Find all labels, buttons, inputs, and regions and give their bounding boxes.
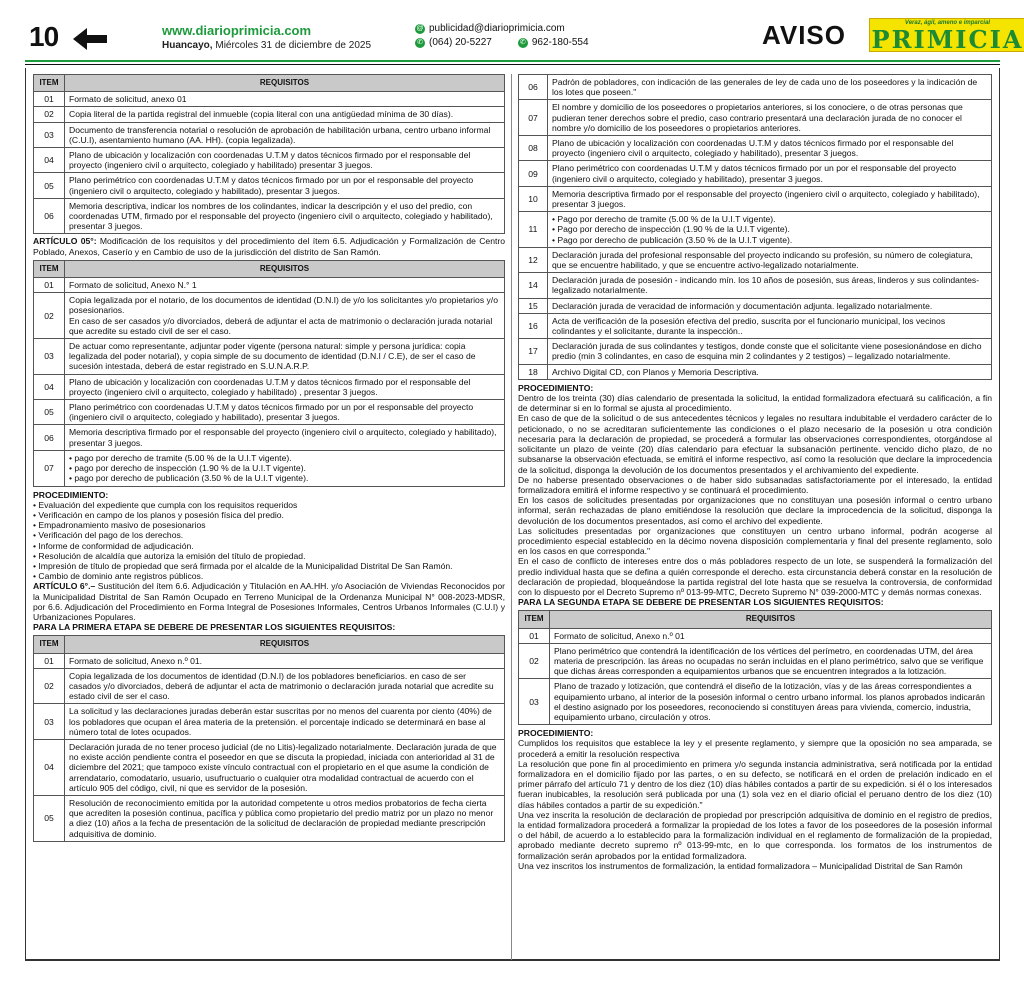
page-header: [25, 18, 1024, 58]
item-number: 11: [519, 212, 548, 248]
table-row: [34, 400, 505, 425]
item-number: 03: [34, 704, 65, 740]
table-row: [519, 643, 992, 679]
item-number: 10: [519, 186, 548, 211]
table-row: [34, 92, 505, 107]
item-number: 01: [34, 278, 65, 293]
item-number: 04: [34, 374, 65, 399]
req-header: REQUISITOS: [65, 260, 505, 277]
item-header: ITEM: [34, 260, 65, 277]
email-contact: [415, 23, 565, 34]
article-5: [33, 236, 505, 256]
item-text: Resolución de reconocimiento emitida por la autoridad competente u otros medios probatorios de fecha cierta que acrediten la posesión continua, pacífica y pública como propietario del predio matriz por un plazo no menor a diez (10) años a la fecha de presentación de la solicitud de declaración de propiedad mediante prescripción adquisitiva de dominio.: [65, 795, 505, 841]
item-text: Documento de transferencia notarial o resolución de aprobación de habilitación urbana, centro urbano informal (C.U.I), asentamiento humano (AA. HH). (copia legalizada).: [65, 122, 505, 147]
paragraph: En el caso de conflicto de intereses entre dos o más pobladores respecto de un lote, se suspenderá la formalización del predio individual hasta que se defina a quién corresponde el derecho. esta circunstancia deberá constar en la resolución de declaración de propiedad, bloqueándose la partida registral del lote hasta que se resuelva la controversia, de conformidad con lo dispuesto por el Decreto Supremo nº 013-99-MTC, Decreto Supremo N° 039-2000-MTC y demás normas conexas.: [518, 556, 992, 597]
table-row: [519, 136, 992, 161]
item-number: 01: [519, 628, 550, 643]
header-rule-black: [25, 64, 1000, 65]
item-text: Memoria descriptiva firmado por el responsable del proyecto (ingeniero civil o arquitecto, colegiado y habilitado), presentar 3 juegos.: [65, 425, 505, 450]
item-text: Plano de ubicación y localización con coordenadas U.T.M y datos técnicos firmado por el responsable del proyecto (ingeniero civil o arquitecto, colegiado y habilitado) , presentar 3 juegos.: [65, 374, 505, 399]
item-text: Copia legalizada por el notario, de los documentos de identidad (D.N.I) de y/o los solicitantes y/o propietarios y/o posesionarios. En caso de ser casados y/o divorciados, deberá de adjuntar el acta de matrimonio o declaración jurada notarial que acredite su estado civil de ser el caso.: [65, 293, 505, 339]
item-text: [548, 212, 992, 248]
article-5-text: Modificación de los requisitos y del procedimiento del ítem 6.5. Adjudicación y Formalización de Centro Poblado, Anexos, Caserío y en Cambio de uso de la jurisdicción del distrito de San Ramón.: [33, 236, 506, 257]
table-row: [34, 795, 505, 841]
item-number: 04: [34, 739, 65, 795]
article-6-text: Sustitución del ítem 6.6. Adjudicación y Titulación en AA.HH. y/o Asociación de Viviendas Reconocidos por la Municipalidad Distrital de San Ramón Ocupado en Terreno Municipal de la Ordenanza Municipal N° 008-2023-MDSR, por 6.6. Adjudicación del Procedimiento en Forma Integral de Posesiones Informales, Centros Urbanos Informales (C.U.I) y Urbanizaciones Populares.: [33, 581, 505, 622]
table-row: [34, 122, 505, 147]
table-row: [34, 668, 505, 704]
paragraph: De no haberse presentado observaciones o de haber sido subsanadas satisfactoriamente por el interesado, la entidad formalizadora emitirá el informe respectivo y se continuará el procedimiento.: [518, 474, 992, 495]
table-row: [519, 273, 992, 298]
procedure-text: [518, 393, 992, 597]
requirements-table-3: [33, 635, 505, 841]
second-stage-title: PARA LA SEGUNDA ETAPA SE DEBERE DE PRESENTAR LOS SIGUIENTES REQUISITOS:: [518, 597, 884, 608]
article-6: [33, 581, 505, 622]
arrow-left-icon: [71, 26, 121, 52]
list-item: • Pago por derecho de publicación (3.50 % de la U.I.T vigente).: [552, 235, 987, 245]
paragraph: Una vez inscritos los instrumentos de formalización, la entidad formalizadora – Municipalidad Distrital de San Ramón: [518, 860, 963, 871]
logo-name: PRIMICIA: [871, 25, 1024, 54]
item-text: Memoria descriptiva, indicar los nombres de los colindantes, indicar la descripción y el uso del predio, con coordenadas UTM, firmado por el responsable del proyecto (ingeniero civil o arquitecto, colegiado y habilitado), presentar 3 juegos.: [65, 198, 505, 234]
item-text: Plano de ubicación y localización con coordenadas U.T.M y datos técnicos firmado por el responsable del proyecto (ingeniero civil o arquitecto, colegiado y habilitado) presentar 3 juegos.: [65, 148, 505, 173]
requirements-table-1: [33, 74, 505, 234]
list-item: • Cambio de dominio ante registros públicos.: [33, 571, 505, 581]
table-row: [34, 198, 505, 234]
item-number: 05: [34, 795, 65, 841]
procedure-text: [518, 738, 992, 871]
item-text: Formato de solicitud, Anexo n.º 01.: [65, 653, 505, 668]
item-number: 05: [34, 173, 65, 198]
newspaper-logo: [869, 18, 1024, 52]
table-row: [519, 628, 992, 643]
table-row: [519, 313, 992, 338]
item-text: [65, 450, 505, 486]
item-number: 07: [519, 100, 548, 136]
date-text: Miércoles 31 de diciembre de 2025: [215, 40, 372, 51]
item-text: Declaración jurada del profesional responsable del proyecto indicando su profesión, su número de colegiatura, que se encuentre habilitado, y que se encuentre activo-legalizado notarialmente.: [548, 247, 992, 272]
requirements-table-4: [518, 74, 992, 380]
table-row: [519, 161, 992, 186]
section-label: AVISO: [762, 20, 846, 50]
whatsapp-icon: ✆: [518, 38, 528, 48]
table-row: [519, 186, 992, 211]
item-text: Plano perimétrico que contendrá la identificación de los vértices del perímetro, en coordenadas UTM, del área materia de prescripción. las áreas no ocupadas no serán incluidas en el plano perimétrico, salvo que se verifique que dichas áreas corresponden a equipamientos urbanos que se encuentren integrados a la lotización.: [550, 643, 992, 679]
item-text: Formato de solicitud, Anexo n.º 01: [550, 628, 992, 643]
req-header: REQUISITOS: [65, 75, 505, 92]
whatsapp-text: 962-180-554: [531, 37, 589, 48]
paragraph: Cumplidos los requisitos que establece la ley y el presente reglamento, y siempre que la oposición no sea amparada, se procederá a emitir la resolución respectiva: [518, 738, 992, 759]
email-text[interactable]: publicidad@diarioprimicia.com: [429, 23, 565, 34]
item-number: 06: [34, 198, 65, 234]
table-row: [34, 374, 505, 399]
item-number: 02: [34, 668, 65, 704]
email-icon: @: [416, 24, 424, 32]
table-row: [519, 247, 992, 272]
logo-tagline: Veraz, ágil, ameno e imparcial: [904, 20, 991, 26]
item-text: Formato de solicitud, Anexo N.° 1: [65, 278, 505, 293]
requirements-table-5: [518, 610, 992, 725]
website-link[interactable]: www.diarioprimicia.com: [162, 23, 312, 38]
procedure-list: [33, 500, 505, 582]
table-row: [519, 339, 992, 364]
table-row: [34, 450, 505, 486]
item-header: ITEM: [34, 75, 65, 92]
item-text: La solicitud y las declaraciones juradas deberán estar suscritas por no menos del cuarenta por ciento (40%) de los pobladores que ocupan el área materia de la pretensión. el porcentaje indicado se determinará en base al número total de lotes ocupados.: [65, 704, 505, 740]
item-header: ITEM: [34, 636, 65, 653]
item-number: 08: [519, 136, 548, 161]
item-text: Declaración jurada de veracidad de información y documentación adjunta. legalizado notarialmente.: [548, 298, 992, 313]
item-number: 15: [519, 298, 548, 313]
paragraph: En los casos de solicitudes presentadas por organizaciones que no constituyan una posesión informal o centro urbano informal, serán rechazadas de plano emitiéndose la resolución que declare la improcedencia de la solicitud, disponga la devolución de los documentos presentados, así como el archivo del expediente.: [518, 495, 992, 526]
item-text: Formato de solicitud, anexo 01: [65, 92, 505, 107]
list-item: • Informe de conformidad de adjudicación.: [33, 541, 505, 551]
table-row: [34, 148, 505, 173]
item-text: De actuar como representante, adjuntar poder vigente (persona natural: simple y persona jurídica: copia legalizada del poder notarial), y copia simple de su documento de identidad (D.N.I / C.E), de ser el caso de sucesión intestada, deberá de estar registrado en S.U.N.A.R.P.: [65, 339, 505, 375]
item-text: Padrón de pobladores, con indicación de las generales de ley de cada uno de los poseedores y la indicación de los lotes que poseen.": [548, 75, 992, 100]
article-6-label: ARTÍCULO 6°.–: [33, 581, 96, 592]
req-header: REQUISITOS: [65, 636, 505, 653]
list-item: • pago por derecho de inspección (1.90 % de la U.I.T vigente).: [69, 463, 500, 473]
item-number: 03: [34, 339, 65, 375]
phone-contact: [415, 37, 589, 48]
paragraph: Las solicitudes presentadas por organizaciones que constituyen un centro urbano informal, podrán acogerse al procedimiento especial establecido en la décimo novena disposición complementaria y final del presente reglamento, solo en los casos en que corresponda.": [518, 525, 992, 557]
item-number: 02: [34, 107, 65, 122]
table-row: [519, 298, 992, 313]
item-text: Memoria descriptiva firmado por el responsable del proyecto (ingeniero civil o arquitecto, colegiado y habilitado), presentar 3 juegos.: [548, 186, 992, 211]
item-text: Copia literal de la partida registral del inmueble (copia literal con una antigüedad mínima de 30 días).: [65, 107, 505, 122]
item-number: 09: [519, 161, 548, 186]
list-item: • Pago por derecho de tramite (5.00 % de la U.I.T vigente).: [552, 214, 987, 224]
list-item: • pago por derecho de tramite (5.00 % de la U.I.T vigente).: [69, 453, 500, 463]
table-row: [519, 679, 992, 725]
item-number: 05: [34, 400, 65, 425]
list-item: • Pago por derecho de inspección (1.90 % de la U.I.T vigente).: [552, 224, 987, 234]
table-row: [34, 653, 505, 668]
item-number: 14: [519, 273, 548, 298]
procedure-title: PROCEDIMIENTO:: [518, 728, 594, 739]
paragraph: En caso de que de la solicitud o de sus antecedentes técnicos y legales no resultara indubitable el verdadero carácter de lo peticionado, o no se acreditaran suficientemente las condiciones o el plazo necesario de la posesión u otra condición necesaria para la declaración de propiedad, se procederá a formular las observaciones correspondientes, otorgándose al solicitante un plazo de veinte (20) días calendario para efectuar la subsanación pertinente. vencido dicho plazo, de no subsanarse la observación efectuada, se emitirá el informe respectivo, así como la resolución que declare la improcedencia de la solicitud, disponga la devolución de los documentos presentados y el archivamiento del expediente.: [518, 413, 992, 475]
item-text: Declaración jurada de no tener proceso judicial (de no Litis)-legalizado notarialmente. Declaración jurada de que no existe acción pendiente contra el poseedor en que se discuta la propiedad, iniciada con anterioridad al 31 de diciembre del 2021; que tampoco existe vínculo contractual con el propietario en el que asume la condición de arrendatario, comodatario, usuario, usufructuario o cualquier otra modalidad contractual de acuerdo con el artículo 905 del código, civil, ni que es servidor de la posesión.: [65, 739, 505, 795]
item-number: 16: [519, 313, 548, 338]
list-item: • Impresión de título de propiedad que será firmada por el alcalde de la Municipalidad Distrital De San Ramón.: [33, 561, 505, 571]
phone-icon: ✆: [415, 38, 425, 48]
city: Huancayo,: [162, 40, 213, 51]
table-row: [34, 293, 505, 339]
item-text: Plano perimétrico con coordenadas U.T.M y datos técnicos firmado por un por el responsable del proyecto (ingeniero civil o arquitecto, colegiado y habilitado), presentar 3 juegos.: [65, 173, 505, 198]
item-number: 02: [519, 643, 550, 679]
item-text: Declaración jurada de sus colindantes y testigos, donde conste que el solicitante viene posesionándose en dicho predio (min 3 colindantes, en caso de esquina min 2 colindantes y 2 testigos) – legalizado notarialmente.: [548, 339, 992, 364]
item-text: Acta de verificación de la posesión efectiva del predio, suscrita por el funcionario municipal, los vecinos colindantes y el solicitante, durante la inspección..: [548, 313, 992, 338]
paragraph: Una vez inscrita la resolución de declaración de propiedad por prescripción adquisitiva de dominio en el registro de predios, la entidad formalizadora procederá a formalizar la propiedad de los lotes a favor de los poseedores de la posesión informal o del hábil, de acuerdo a lo establecido para la formalización individual en el reglamento de formalización de la propiedad, aprobado mediante decreto supremo nº 013-99-mtc, en lo que corresponda. los formatos de los instrumentos de formalización serán aprobados por la entidad formalizadora.: [518, 809, 992, 861]
item-number: 04: [34, 148, 65, 173]
list-item: • Evaluación del expediente que cumpla con los requisitos requeridos: [33, 500, 505, 510]
table-row: [34, 173, 505, 198]
first-stage-title: PARA LA PRIMERA ETAPA SE DEBERE DE PRESENTAR LOS SIGUIENTES REQUISITOS:: [33, 622, 396, 633]
item-number: 18: [519, 364, 548, 379]
issue-date: [162, 40, 371, 51]
item-text: Copia legalizada de los documentos de identidad (D.N.I) de los pobladores beneficiarios. en caso de ser casados y/o divorciados, deberá de adjuntar el acta de matrimonio o declaración jurada notarial que acredite su estado civil de ser el caso.: [65, 668, 505, 704]
req-header: REQUISITOS: [550, 611, 992, 628]
phone-text: (064) 20-5227: [429, 37, 492, 48]
item-number: 17: [519, 339, 548, 364]
procedure-title: PROCEDIMIENTO:: [33, 489, 109, 500]
item-number: 01: [34, 653, 65, 668]
list-item: • Verificación del pago de los derechos.: [33, 530, 505, 540]
item-number: 03: [519, 679, 550, 725]
item-number: 06: [34, 425, 65, 450]
table-row: [34, 739, 505, 795]
item-number: 07: [34, 450, 65, 486]
table-row: [519, 75, 992, 100]
table-row: [34, 425, 505, 450]
article-5-label: ARTÍCULO 05°:: [33, 236, 97, 247]
item-number: 01: [34, 92, 65, 107]
table-row: [519, 100, 992, 136]
list-item: • Verificación en campo de los planos y posesión física del predio.: [33, 510, 505, 520]
list-item: • pago por derecho de publicación (3.50 % de la U.I.T vigente).: [69, 473, 500, 483]
item-number: 03: [34, 122, 65, 147]
item-text: Plano de ubicación y localización con coordenadas U.T.M y datos técnicos firmado por el responsable del proyecto (ingeniero civil o arquitecto, colegiado y habilitado), presentar 3 juegos.: [548, 136, 992, 161]
left-column: [33, 74, 505, 842]
column-separator: [511, 74, 512, 960]
requirements-table-2: [33, 260, 505, 487]
right-column: [518, 74, 992, 871]
item-number: 02: [34, 293, 65, 339]
header-rule-green: [25, 60, 1000, 62]
item-text: Plano perimétrico con coordenadas U.T.M y datos técnicos firmado por un por el responsable del proyecto (ingeniero civil o arquitecto, colegiado y habilitado), presentar 3 juegos.: [548, 161, 992, 186]
item-text: El nombre y domicilio de los poseedores o propietarios anteriores, si los conociere, o de otras personas que pudieran tener derechos sobre el predio, caso contrario presentará una declaración jurada de no conocer el nombre y/o domicilio de los poseedores o propietarios anteriores.: [548, 100, 992, 136]
page-number: 10: [29, 21, 59, 52]
table-row: [519, 364, 992, 379]
table-row: [519, 212, 992, 248]
item-text: Declaración jurada de posesión - indicando mín. los 10 años de posesión, sus áreas, linderos y sus colindantes-legalizado notarialmente.: [548, 273, 992, 298]
paragraph: La resolución que pone fin al procedimiento en primera y/o segunda instancia administrativa, será notificada por la entidad formalizadora en el domicilio fijado por las partes, o en su defecto, se notificará en el orden de prelación indicado en el primer párrafo del artículo 71 y dentro de los diez (10) días hábiles contados a partir de su expedición. si él o los interesados fueran inubicables, la resolución será publicada por una (1) sola vez en el diario oficial el peruano dentro de los diez (10) días hábiles contados a partir de su expedición.": [518, 758, 992, 810]
item-text: Plano de trazado y lotización, que contendrá el diseño de la lotización, vías y de las áreas correspondientes a equipamiento urbano, al interior de la posesión informal o centro urbano informal. los planos aprobados indicarán el destino asignado por los poseedores, reconociendo si constituyen áreas para vivienda, comercio, industria, equipamiento urbano, circulación y otros.: [550, 679, 992, 725]
item-number: 06: [519, 75, 548, 100]
table-row: [34, 107, 505, 122]
list-item: • Empadronamiento masivo de posesionarios: [33, 520, 505, 530]
procedure-title: PROCEDIMIENTO:: [518, 382, 594, 393]
table-row: [34, 339, 505, 375]
paragraph: Dentro de los treinta (30) días calendario de presentada la solicitud, la entidad formalizadora efectuará su calificación, a fin de determinar si en lo formal se ajusta al procedimiento.: [518, 393, 992, 414]
item-number: 12: [519, 247, 548, 272]
item-header: ITEM: [519, 611, 550, 628]
table-row: [34, 278, 505, 293]
item-text: Archivo Digital CD, con Planos y Memoria Descriptiva.: [548, 364, 992, 379]
item-text: Plano perimétrico con coordenadas U.T.M y datos técnicos firmado por un por el responsable del proyecto (ingeniero civil o arquitecto, colegiado y habilitado), presentar 3 juegos.: [65, 400, 505, 425]
table-row: [34, 704, 505, 740]
list-item: • Resolución de alcaldía que autoriza la emisión del título de propiedad.: [33, 551, 505, 561]
